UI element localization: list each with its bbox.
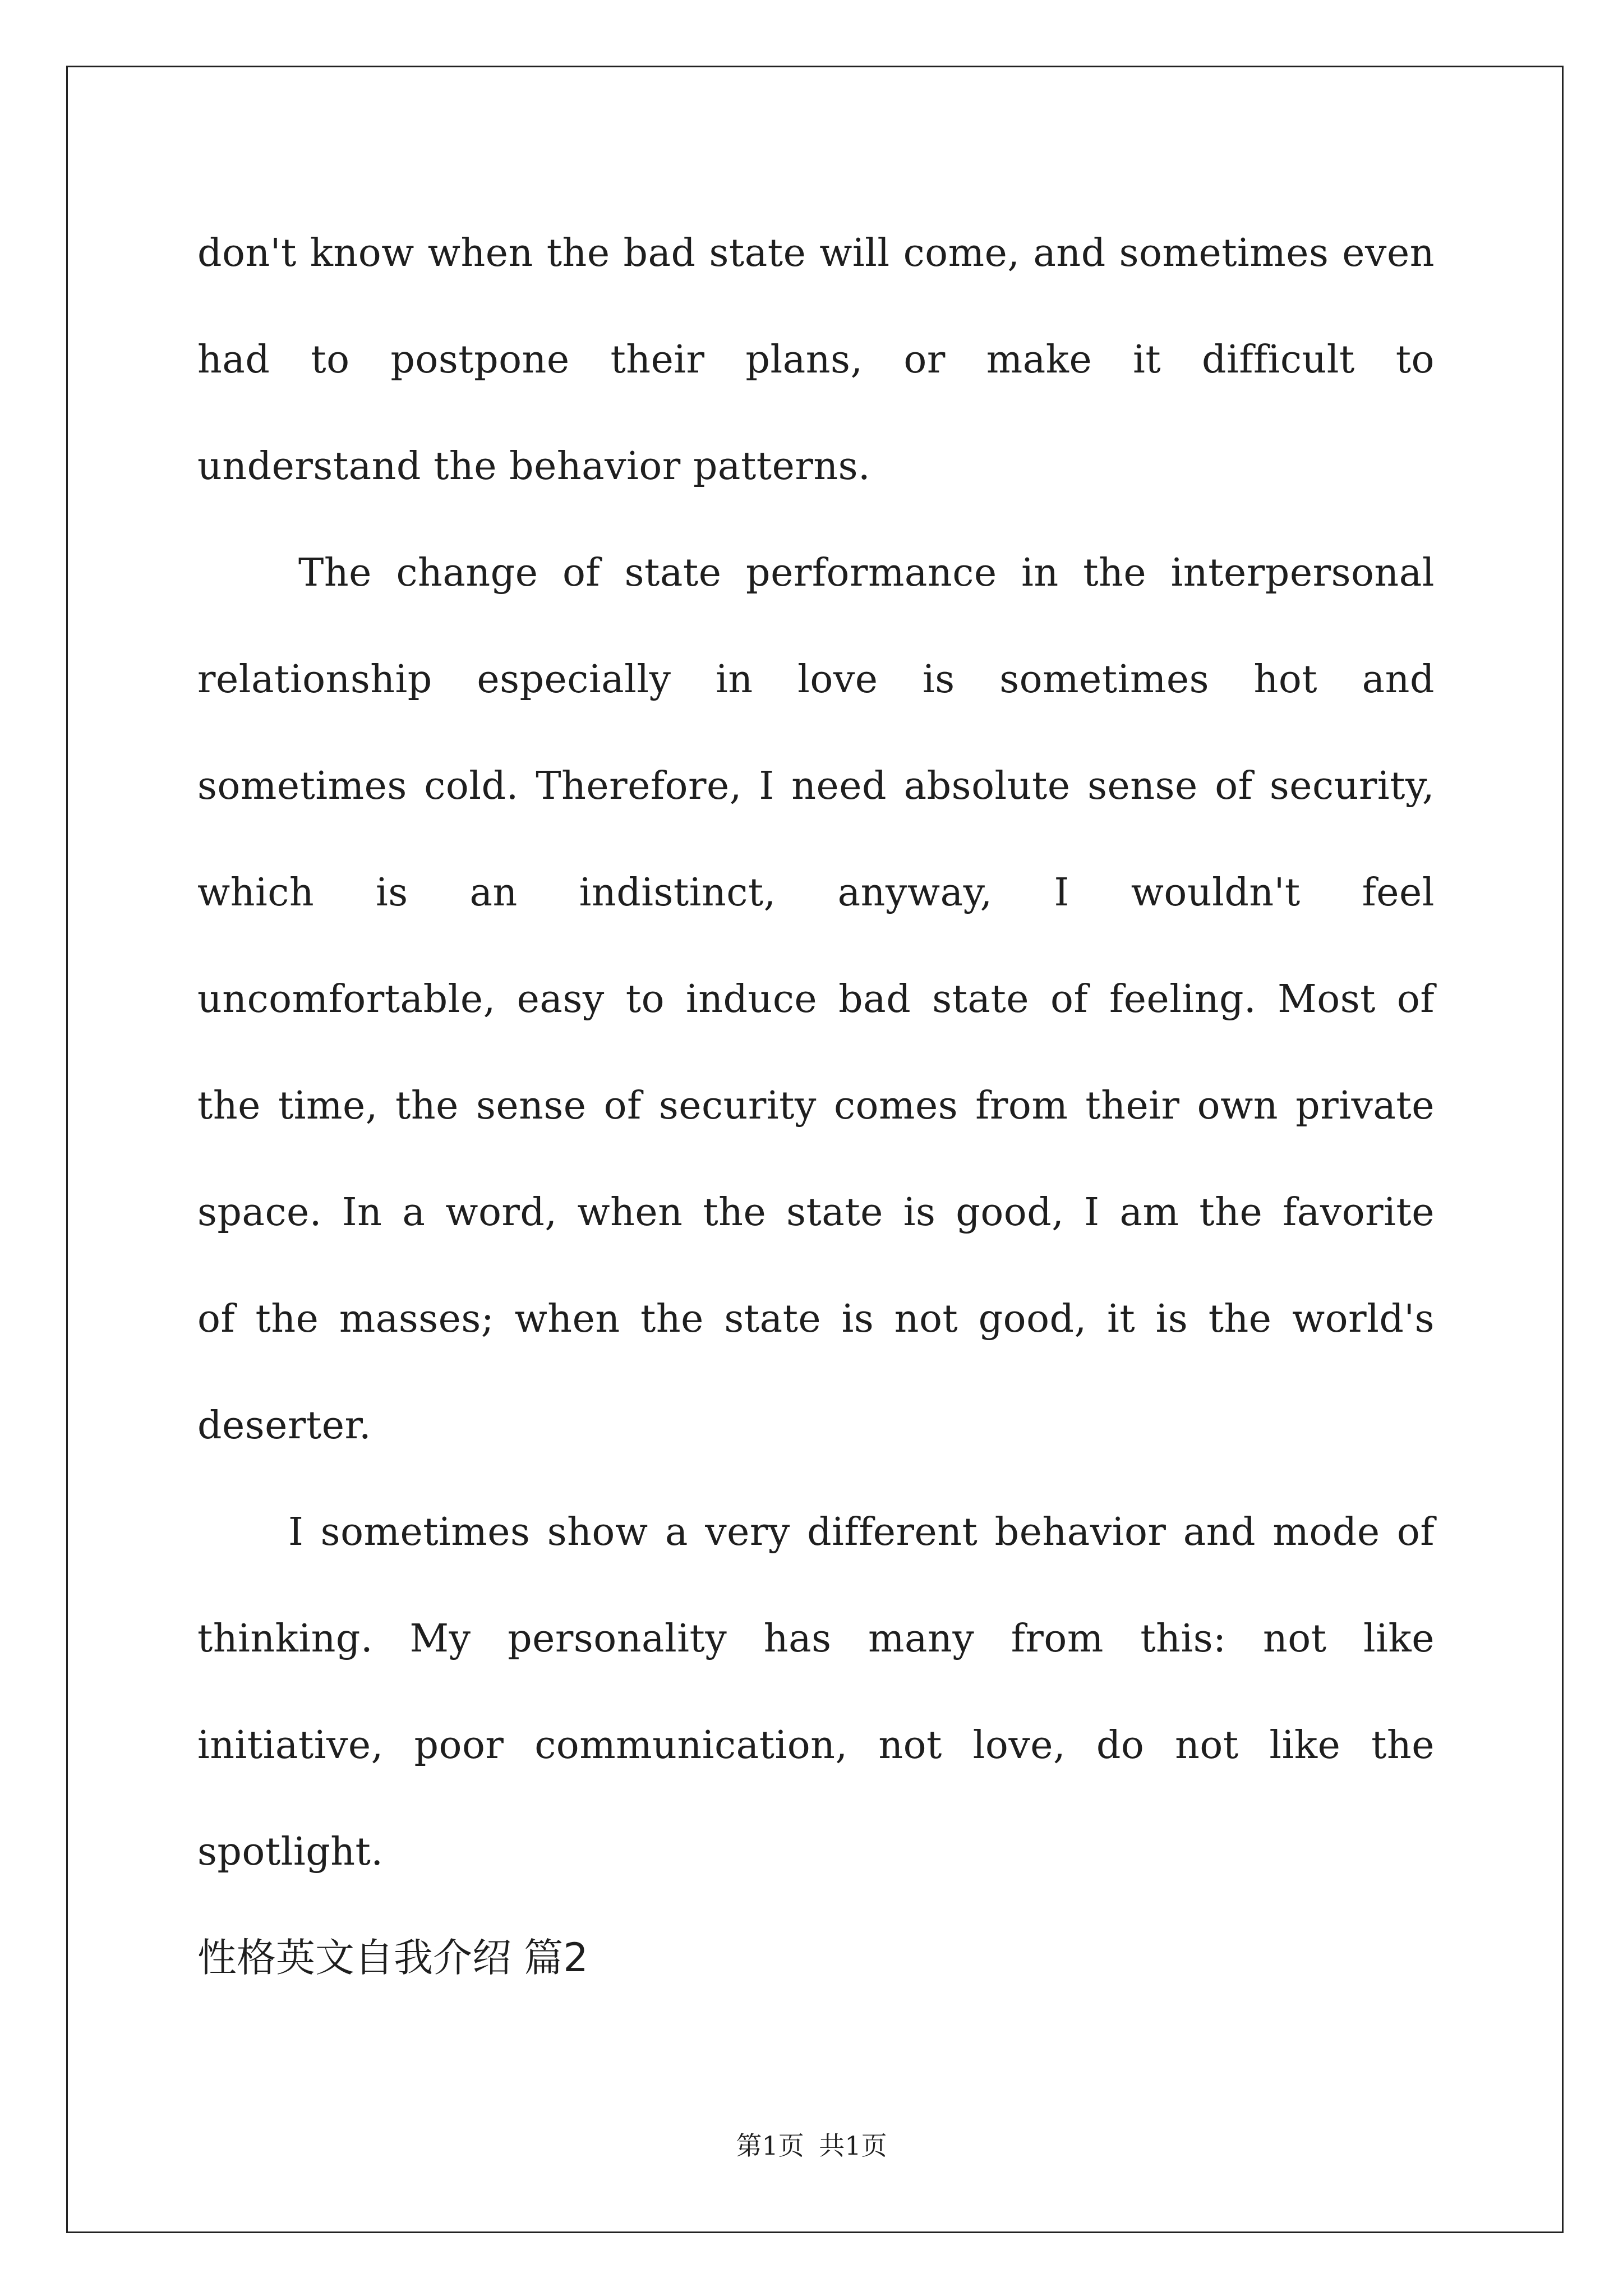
text-line: deserter. (197, 1404, 372, 1448)
page-footer: 第1页 共1页 (736, 2131, 887, 2161)
text-line: initiative, poor communication, not love, do not like the (197, 1723, 1435, 1768)
text-line: The change of state performance in the interpersonal (298, 551, 1435, 595)
text-line: thinking. My personality has many from this: not like (197, 1617, 1435, 1661)
text-line: the time, the sense of security comes from their own private (197, 1084, 1435, 1128)
text-line: had to postpone their plans, or make it difficult to (197, 338, 1435, 382)
text-line: space. In a word, when the state is good, I am the favorite (197, 1190, 1435, 1235)
text-line: understand the behavior patterns. (197, 444, 871, 489)
text-line: uncomfortable, easy to induce bad state of feeling. Most of (197, 977, 1435, 1022)
text-line: of the masses; when the state is not good, it is the world's (197, 1297, 1435, 1341)
text-line: spotlight. (197, 1830, 384, 1874)
text-line: I sometimes show a very different behavior and mode of (288, 1510, 1435, 1554)
section-heading: 性格英文自我介绍 篇2 (197, 1935, 588, 1981)
page-border (66, 66, 1564, 2233)
text-line: relationship especially in love is sometimes hot and (197, 657, 1435, 702)
text-line: don't know when the bad state will come, and sometimes even (197, 231, 1435, 275)
text-line: sometimes cold. Therefore, I need absolute sense of security, (197, 764, 1435, 808)
text-line: which is an indistinct, anyway, I wouldn't feel (197, 871, 1435, 915)
